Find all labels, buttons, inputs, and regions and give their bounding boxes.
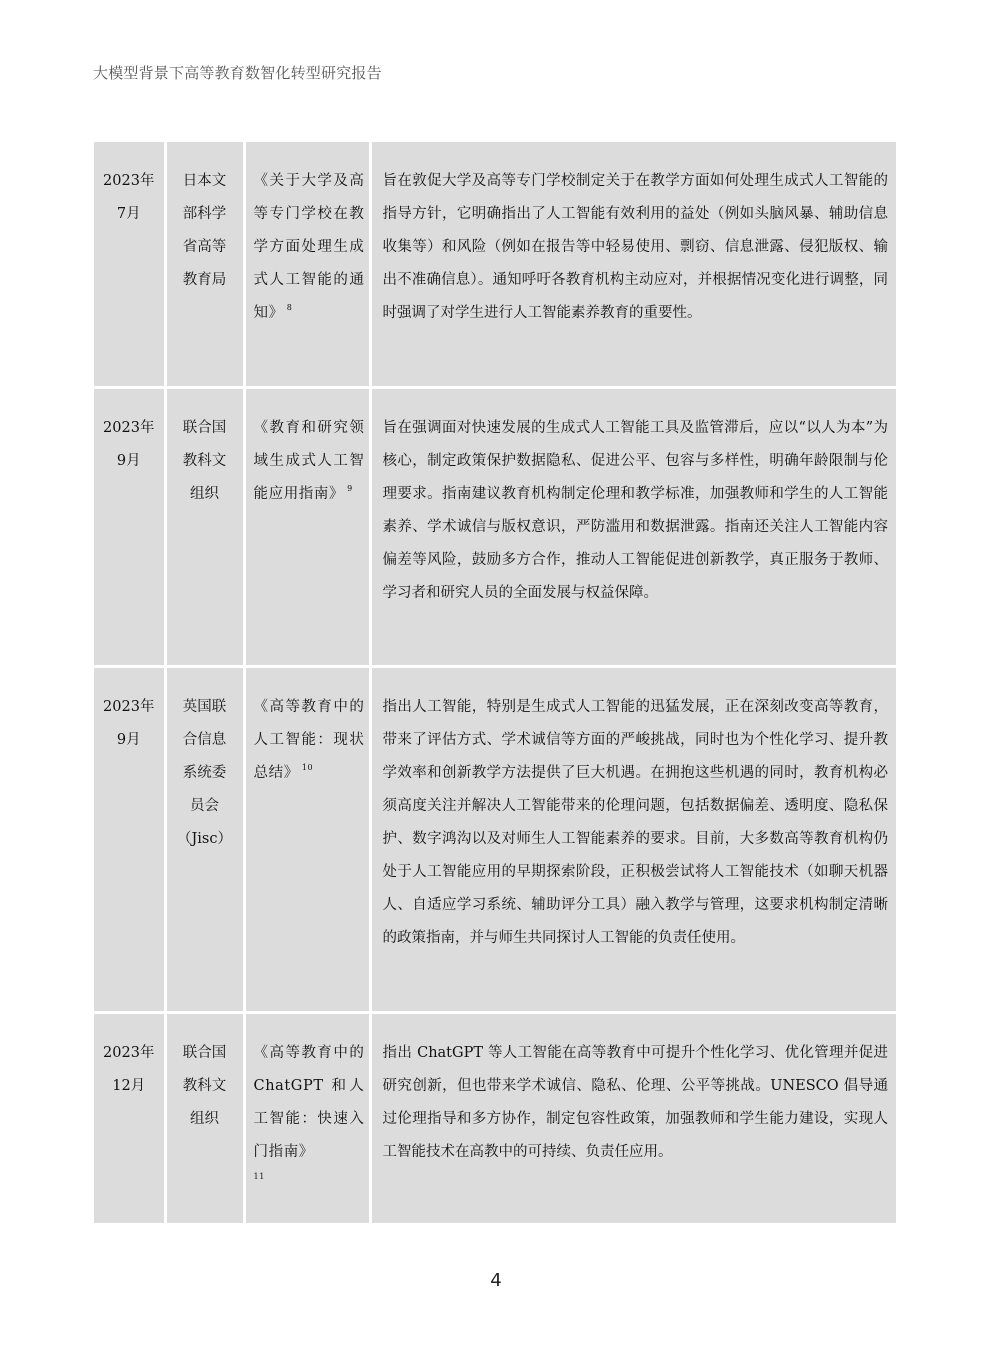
date-cell: 2023年 9月 [94, 666, 165, 1012]
footnote-ref: 8 [286, 303, 293, 312]
document-title-cell: 《教育和研究领域生成式人工智能应用指南》 $^9$ [244, 387, 370, 666]
footnote-ref: 11 [253, 1171, 265, 1181]
table-row [94, 387, 896, 666]
date-cell: 2023年 7月 [94, 142, 165, 387]
description-cell: 指出 ChatGPT 等人工智能在高等教育中可提升个性化学习、优化管理并促进研究创新，但也带来学术诚信、隐私、伦理、公平等挑战。UNESCO 倡导通过伦理指导和多方协作，制定包容性政策，加强教师和学生能力建设，实现人工智能技术在高教中的可持续、负责任应用。 [370, 1012, 896, 1224]
footnote-ref: 9 [347, 483, 353, 493]
document-title-cell: 《高等教育中的 ChatGPT 和人工智能：快速入门指南》 11 [244, 1012, 370, 1224]
policy-table [94, 142, 896, 1226]
organization-cell: 联合国 教科文 组织 [165, 387, 244, 666]
description-cell: 旨在强调面对快速发展的生成式人工智能工具及监管滞后，应以“以人为本”为核心，制定政策保护数据隐私、促进公平、包容与多样性，明确年龄限制与伦理要求。指南建议教育机构制定伦理和教学标准，加强教师和学生的人工智能素养、学术诚信与版权意识，严防滥用和数据泄露。指南还关注人工智能内容偏差等风险，鼓励多方合作，推动人工智能促进创新教学，真正服务于教师、学习者和研究人员的全面发展与权益保障。 [370, 387, 896, 666]
document-title-cell: 《高等教育中的人工智能：现状总结》 $^{10}$ [244, 666, 370, 1012]
running-header: 大模型背景下高等教育数智化转型研究报告 [93, 64, 382, 82]
footnote-ref: 10 [301, 762, 314, 772]
description-cell: 指出人工智能，特别是生成式人工智能的迅猛发展，正在深刻改变高等教育，带来了评估方式、学术诚信等方面的严峻挑战，同时也为个性化学习、提升教学效率和创新教学方法提供了巨大机遇。在拥抱这些机遇的同时，教育机构必须高度关注并解决人工智能带来的伦理问题，包括数据偏差、透明度、隐私保护、数字鸿沟以及对师生人工智能素养的要求。目前，大多数高等教育机构仍处于人工智能应用的早期探索阶段，正积极尝试将人工智能技术（如聊天机器人、自适应学习系统、辅助评分工具）融入教学与管理，这要求机构制定清晰的政策指南，并与师生共同探讨人工智能的负责任使用。 [370, 666, 896, 1012]
table-row [94, 666, 896, 1012]
document-title-cell: 《关于大学及高等专门学校在教学方面处理生成式人工智能的通知》 $^8$ [244, 142, 370, 387]
table-row [94, 142, 896, 387]
organization-cell: 日本文 部科学 省高等 教育局 [165, 142, 244, 387]
organization-cell: 联合国 教科文 组织 [165, 1012, 244, 1224]
organization-cell: 英国联 合信息 系统委 员会 （Jisc） [165, 666, 244, 1012]
date-cell: 2023年 12月 [94, 1012, 165, 1224]
table-row [94, 1012, 896, 1224]
description-cell: 旨在敦促大学及高等专门学校制定关于在教学方面如何处理生成式人工智能的指导方针，它明确指出了人工智能有效利用的益处（例如头脑风暴、辅助信息收集等）和风险（例如在报告等中轻易使用、剽窃、信息泄露、侵犯版权、输出不准确信息）。通知呼吁各教育机构主动应对，并根据情况变化进行调整，同时强调了对学生进行人工智能素养教育的重要性。 [370, 142, 896, 387]
date-cell: 2023年 9月 [94, 387, 165, 666]
page-number: 4 [490, 1270, 502, 1291]
